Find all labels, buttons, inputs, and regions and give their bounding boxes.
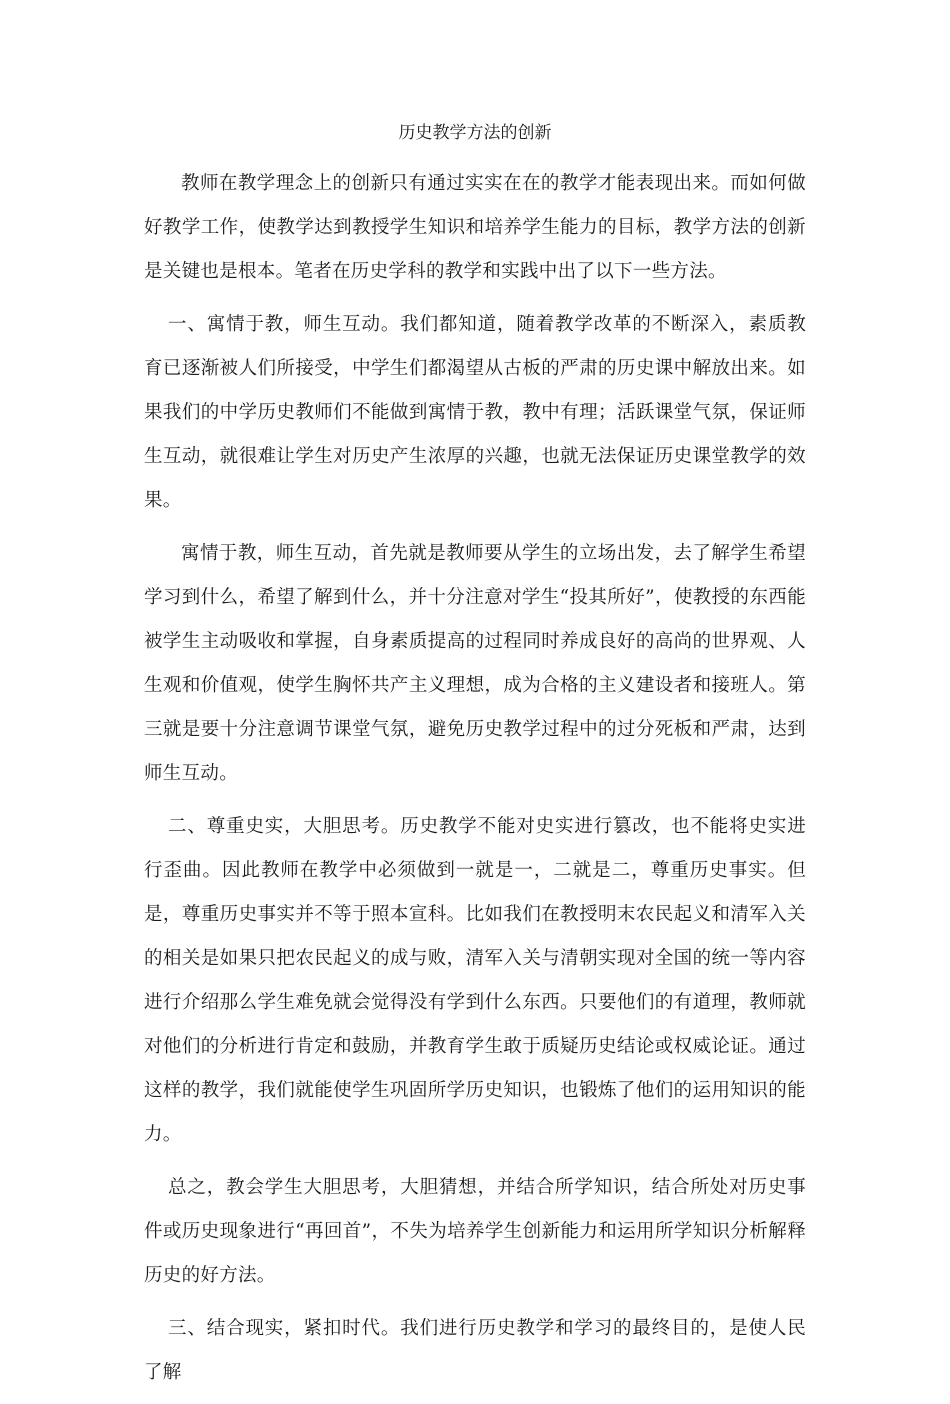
paragraph-section-1: 一、寓情于教，师生互动。我们都知道，随着教学改革的不断深入，素质教育已逐渐被人们所接受，中学生们都渴望从古板的严肃的历史课中解放出来。如果我们的中学历史教师们不能做到寓情于教，教中有理；活跃课堂气氛，保证师生互动，就很难让学生对历史产生浓厚的兴趣，也就无法保证历史课堂教学的效果。 <box>144 314 806 511</box>
document-title: 历史教学方法的创新 <box>398 123 552 143</box>
paragraph-section-3: 三、结合现实，紧扣时代。我们进行历史教学和学习的最终目的，是使人民了解 <box>144 1318 806 1383</box>
document-body <box>144 116 806 1404</box>
paragraph-summary: 总之，教会学生大胆思考，大胆猜想，并结合所学知识，结合所处对历史事件或历史现象进行“再回首”，不失为培养学生创新能力和运用所学知识分析解释历史的好方法。 <box>144 1177 806 1286</box>
paragraph-section-2: 二、尊重史实，大胆思考。历史教学不能对史实进行篡改，也不能将史实进行歪曲。因此教师在教学中必须做到一就是一，二就是二，尊重历史事实。但是，尊重历史事实并不等于照本宣科。比如我们在教授明末农民起义和清军入关的相关是如果只把农民起义的成与败，清军入关与清朝实现对全国的统一等内容进行介绍那么学生难免就会觉得没有学到什么东西。只要他们的有道理，教师就对他们的分析进行肯定和鼓励，并教育学生敢于质疑历史结论或权威论证。通过这样的教学，我们就能使学生巩固所学历史知识，也锻炼了他们的运用知识的能力。 <box>144 816 806 1145</box>
paragraph-intro: 教师在教学理念上的创新只有通过实实在在的教学才能表现出来。而如何做好教学工作，使教学达到教授学生知识和培养学生能力的目标，教学方法的创新是关键也是根本。笔者在历史学科的教学和实践中出了以下一些方法。 <box>144 173 806 282</box>
paragraph-section-1-detail: 寓情于教，师生互动，首先就是教师要从学生的立场出发，去了解学生希望学习到什么，希望了解到什么，并十分注意对学生“投其所好”，使教授的东西能被学生主动吸收和掌握，自身素质提高的过程同时养成良好的高尚的世界观、人生观和价值观，使学生胸怀共产主义理想，成为合格的主义建设者和接班人。第三就是要十分注意调节课堂气氛，避免历史教学过程中的过分死板和严肃，达到师生互动。 <box>144 543 806 784</box>
